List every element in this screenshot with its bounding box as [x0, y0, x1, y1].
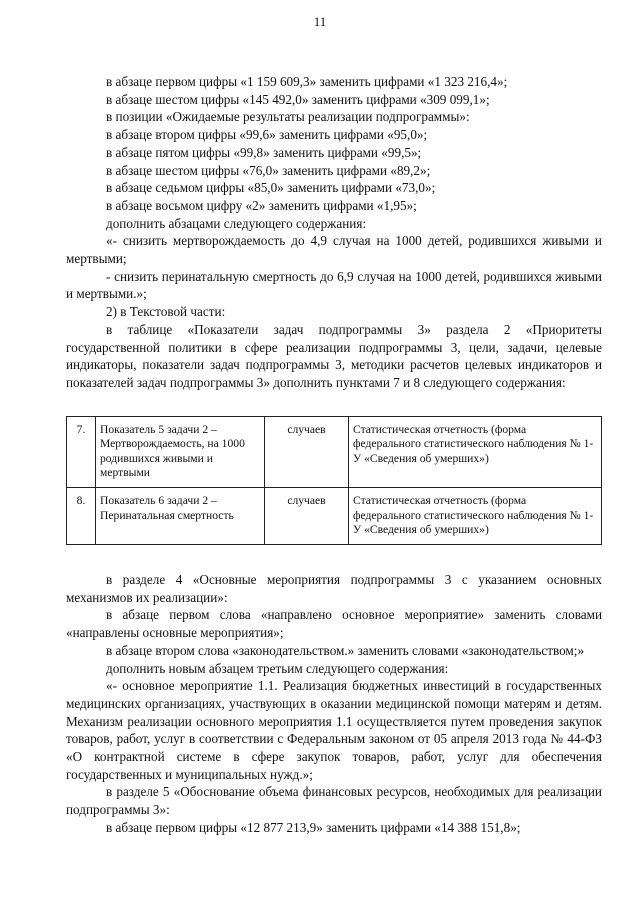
indicator-name: Показатель 6 задачи 2 – Перинатальная смертность: [96, 488, 265, 545]
row-number: 7.: [67, 416, 96, 487]
paragraph: в абзаце втором слова «законодательством.» заменить словами «законодательством;»: [106, 642, 585, 658]
data-source: Статистическая отчетность (форма федерального статистического наблюдения № 1-У «Сведения об умерших»): [349, 488, 602, 545]
paragraph: в разделе 4 «Основные мероприятия подпрограммы 3 с указанием основных механизмов их реализации»:: [66, 572, 602, 605]
paragraph: в позиции «Ожидаемые результаты реализации подпрограммы»:: [106, 109, 470, 125]
paragraph: - снизить перинатальную смертность до 6,9 случая на 1000 детей, родившихся живыми и мертвыми.»;: [66, 268, 602, 302]
paragraph: 2) в Текстовой части:: [106, 304, 226, 320]
page-number: 11: [313, 14, 327, 29]
paragraph: в абзаце первом цифры «1 159 609,3» заменить цифрами «1 323 216,4»;: [106, 74, 508, 89]
unit: случаев: [265, 488, 349, 545]
paragraph: в абзаце шестом цифры «76,0» заменить цифрами «89,2»;: [106, 162, 431, 178]
paragraph: в таблице «Показатели задач подпрограммы 3» раздела 2 «Приоритеты государственной политики в сфере реализации подпрограммы 3, цели, задачи, целевые индикаторы, показатели задач подпрограммы 3, методики расчетов целевых индикаторов и показателей задач подпрограммы 3» дополнить пунктами 7 и 8 следующего содержания:: [66, 321, 602, 390]
table-row: [67, 416, 602, 487]
paragraph: дополнить новым абзацем третьим следующего содержания:: [106, 660, 449, 676]
paragraph: в абзаце первом слова «направлено основное мероприятие» заменить словами «направлены основные мероприятия»;: [66, 607, 602, 641]
paragraph: в абзаце втором цифры «99,6» заменить цифрами «95,0»;: [106, 127, 428, 143]
paragraph: в разделе 5 «Обоснование объема финансовых ресурсов, необходимых для реализации подпрограммы 3»:: [66, 784, 602, 818]
row-number: 8.: [67, 488, 96, 545]
indicators-table: [66, 416, 602, 545]
paragraph: в абзаце шестом цифры «145 492,0» заменить цифрами «309 099,1»;: [106, 91, 490, 107]
paragraph: в абзаце восьмом цифру «2» заменить цифрами «1,95»;: [106, 197, 417, 213]
text-after-table: [66, 571, 602, 837]
paragraph: в абзаце седьмом цифры «85,0» заменить цифрами «73,0»;: [106, 180, 436, 196]
paragraph: «- снизить мертворождаемость до 4,9 случая на 1000 детей, родившихся живыми и мертвыми;: [66, 233, 602, 267]
paragraph: в абзаце пятом цифры «99,8» заменить цифрами «99,5»;: [106, 144, 422, 160]
unit: случаев: [265, 416, 349, 487]
paragraph: в абзаце первом цифры «12 877 213,9» заменить цифрами «14 388 151,8»;: [106, 819, 521, 835]
paragraph: дополнить абзацами следующего содержания:: [106, 215, 367, 231]
paragraph: «- основное мероприятие 1.1. Реализация бюджетных инвестиций в государственных медицинских организациях, участвующих в оказании медицинской помощи матерям и детям. Механизм реализации основного мероприятия 1.1 осуществляется путем проведения закупок товаров, работ, услуг в соответствии с Федеральным законом от 05 апреля 2013 года № 44-ФЗ «О контрактной системе в сфере закупок товаров, работ, услуг для обеспечения государственных и муниципальных нужд.»;: [66, 678, 602, 782]
indicator-name: Показатель 5 задачи 2 – Мертворождаемость, на 1000 родившихся живыми и мертвыми: [96, 416, 265, 487]
data-source: Статистическая отчетность (форма федерального статистического наблюдения № 1-У «Сведения об умерших»): [349, 416, 602, 487]
table-row: [67, 488, 602, 545]
document-body: [66, 73, 602, 837]
